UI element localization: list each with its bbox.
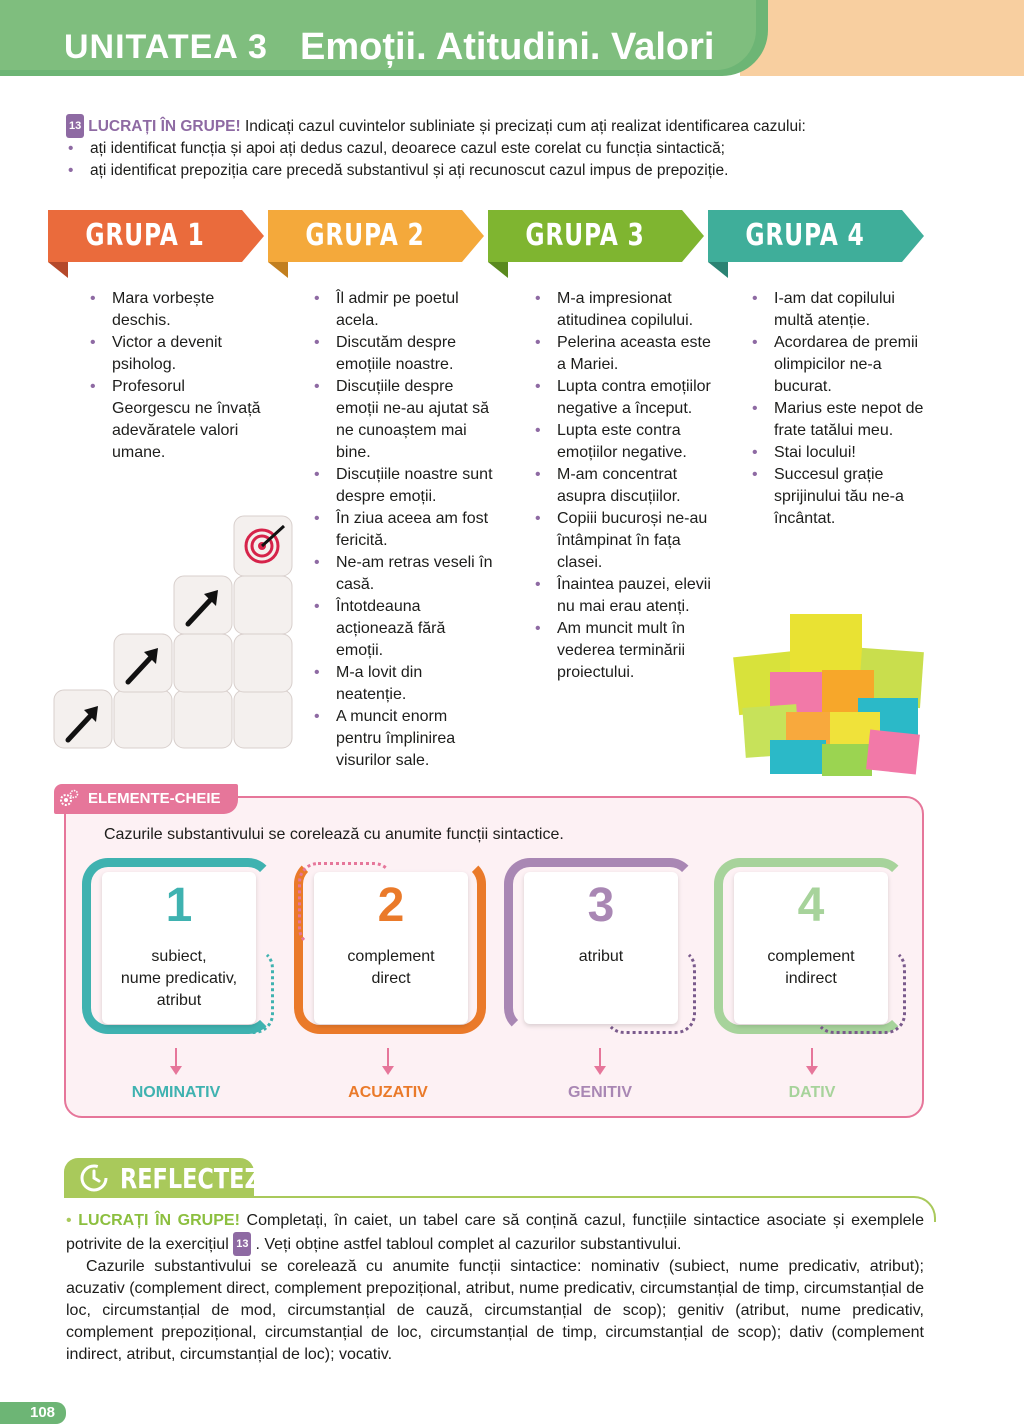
group-2-label: GRUPA 2: [305, 218, 425, 253]
list-item: • Marius este nepot de frate tatălui meu.: [750, 398, 930, 442]
group-3-list: [533, 288, 719, 684]
list-item: • Ne-am retras veseli în casă.: [312, 552, 496, 596]
list-item: • Îl admir pe poetul acela.: [312, 288, 496, 332]
list-item: • Lupta contra emoțiilor negative a început.: [533, 376, 719, 420]
card-line: atribut: [578, 948, 624, 965]
group-3-banner: [488, 210, 704, 262]
card-number: 2: [377, 879, 405, 932]
arrow-down-icon: [170, 1048, 182, 1076]
card-text: [734, 946, 888, 990]
reflect-text: [66, 1210, 924, 1366]
unit-label: UNITATEA 3: [64, 28, 268, 66]
arrow-down-icon: [382, 1048, 394, 1076]
list-item: • Lupta este contra emoțiilor negative.: [533, 420, 719, 464]
list-item: • Acordarea de premii olimpicilor ne-a bucurat.: [750, 332, 930, 398]
reflect-p1b: . Veți obține astfel tabloul complet al cazurilor substantivului.: [255, 1236, 682, 1253]
list-item: • M-a lovit din neatenție.: [312, 662, 496, 706]
group-1-list: [88, 288, 266, 464]
case-card-inner: [102, 872, 256, 1024]
case-card-inner: [314, 872, 468, 1024]
exercise-bullet: • ați identificat prepoziția care precedă substantivul și ați recunoscut cazul impus de prepoziție.: [66, 160, 966, 182]
arrow-down-icon: [594, 1048, 606, 1076]
group-4-list: [750, 288, 930, 530]
group-4-banner: [708, 210, 924, 262]
list-item: • Mara vorbește deschis.: [88, 288, 266, 332]
list-item: • M-a impresionat atitudinea copilului.: [533, 288, 719, 332]
gears-icon: [58, 788, 80, 810]
bullet-icon: •: [66, 1212, 72, 1229]
sticky-notes-illustration: [730, 612, 930, 780]
card-line: indirect: [785, 970, 837, 987]
reflect-p1a: Completați, în caiet, un tabel care să conțină cazul, funcțiile sintactice asociate și exemplele potrivite de la exercițiul: [66, 1212, 924, 1253]
list-item: • A muncit enorm pentru împlinirea visurilor sale.: [312, 706, 496, 772]
card-line: subiect,: [151, 948, 207, 965]
card-text: [102, 946, 256, 1012]
list-item: • Pelerina aceasta este a Mariei.: [533, 332, 719, 376]
case-card-4: [714, 858, 910, 1038]
list-item: • Înaintea pauzei, elevii nu mai erau atenți.: [533, 574, 719, 618]
card-number: 3: [587, 879, 615, 932]
case-name-genitiv: GENITIV: [567, 1084, 632, 1101]
list-item: • Stai locului!: [750, 442, 930, 464]
exercise-intro: [66, 114, 966, 182]
group-2-banner: [268, 210, 484, 262]
case-name-acuzativ: ACUZATIV: [348, 1084, 428, 1101]
exercise-bullet: • ați identificat funcția și apoi ați dedus cazul, deoarece cazul este corelat cu funcția sintactică;: [66, 138, 966, 160]
exercise-number: 13: [66, 114, 84, 138]
group-3-label: GRUPA 3: [525, 218, 645, 253]
list-item: • Discuțiile noastre sunt despre emoții.: [312, 464, 496, 508]
reflect-lead: LUCRAȚI ÎN GRUPE!: [78, 1212, 240, 1229]
card-text: [314, 946, 468, 990]
exercise-number-ref: 13: [233, 1232, 251, 1256]
case-name-dativ: DATIV: [788, 1084, 836, 1101]
card-line: nume predicativ,: [120, 970, 238, 987]
case-card-3: [504, 858, 700, 1038]
card-number: 1: [165, 879, 193, 932]
case-card-1: [82, 858, 278, 1038]
key-elements-title: ELEMENTE-CHEIE: [54, 784, 238, 814]
list-item: • Copiii bucuroși ne-au întâmpinat în fața clasei.: [533, 508, 719, 574]
page-title: Emoții. Atitudini. Valori: [300, 26, 715, 68]
list-item: • M-am concentrat asupra discuțiilor.: [533, 464, 719, 508]
exercise-instruction: Indicați cazul cuvintelor subliniate și precizați cum ați realizat identificarea cazului:: [244, 118, 806, 135]
list-item: • Întotdeauna acționează fără emoții.: [312, 596, 496, 662]
card-text: [524, 946, 678, 968]
group-4-label: GRUPA 4: [745, 218, 865, 253]
list-item: • Am muncit mult în vederea terminării proiectului.: [533, 618, 719, 684]
list-item: • Victor a devenit psiholog.: [88, 332, 266, 376]
list-item: • Profesorul Georgescu ne învață adevăratele valori umane.: [88, 376, 266, 464]
dice-stairs-illustration: [50, 512, 298, 754]
reflect-title: REFLECTEZ: [120, 1162, 261, 1195]
card-number: 4: [797, 879, 825, 932]
list-item: • Succesul grație sprijinului tău ne-a încântat.: [750, 464, 930, 530]
arrow-down-icon: [806, 1048, 818, 1076]
group-1-banner: [48, 210, 264, 262]
group-2-list: [312, 288, 496, 772]
case-card-inner: [524, 872, 678, 1024]
page-number: 108: [0, 1402, 66, 1424]
list-item: • În ziua aceea am fost fericită.: [312, 508, 496, 552]
group-1-label: GRUPA 1: [85, 218, 205, 253]
card-line: direct: [371, 970, 411, 987]
card-line: atribut: [156, 992, 202, 1009]
list-item: • Discutăm despre emoțiile noastre.: [312, 332, 496, 376]
card-line: complement: [347, 948, 435, 965]
case-name-nominativ: NOMINATIV: [131, 1084, 221, 1101]
list-item: • Discuțiile despre emoții ne-au ajutat să ne cunoaștem mai bine.: [312, 376, 496, 464]
case-card-2: [294, 858, 490, 1038]
reflect-clock-icon: [78, 1162, 110, 1194]
reflect-p2: Cazurile substantivului se corelează cu anumite funcții sintactice: nominativ (subiect, nume predicativ, atribut); acuzativ (complement direct, complement prepozițional, atribut, nume predicativ, circumstanțial de timp, circumstanțial de loc, circumstanțial de mod, circumstanțial de cauză, circumstanțial de scop); genitiv (atribut, nume predicativ, complement prepozițional, circumstanțial de loc, circumstanțial de timp, circumstanțial de scop); dativ (complement indirect, atribut, circumstanțial de loc); vocativ.: [66, 1258, 924, 1363]
key-elements-intro: Cazurile substantivului se corelează cu anumite funcții sintactice.: [104, 826, 564, 843]
case-card-inner: [734, 872, 888, 1024]
list-item: • I-am dat copilului multă atenție.: [750, 288, 930, 332]
card-line: complement: [767, 948, 855, 965]
exercise-bullets: [66, 138, 966, 182]
header-accent: [740, 0, 1024, 76]
exercise-lead: LUCRAȚI ÎN GRUPE!: [88, 118, 241, 135]
